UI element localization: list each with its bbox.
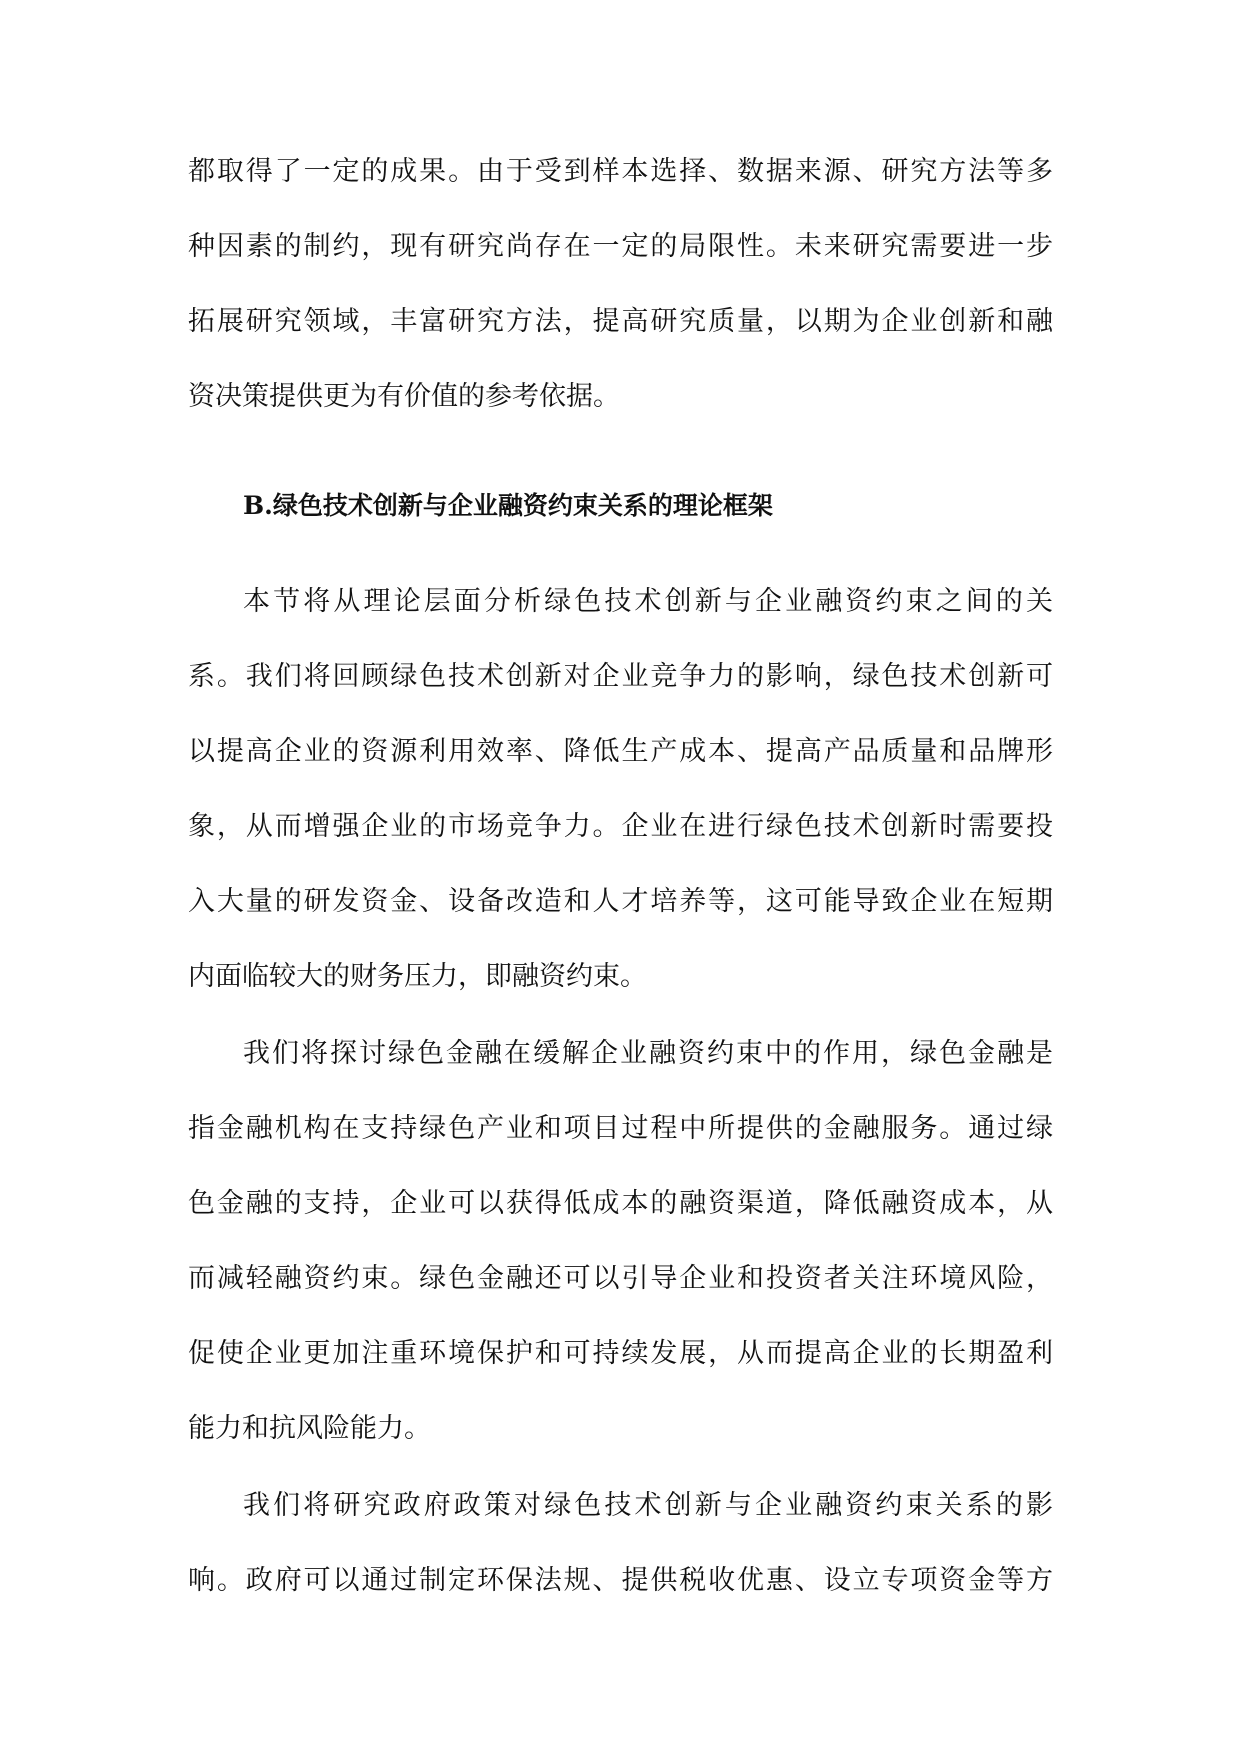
paragraph-line: 色金融的支持，企业可以获得低成本的融资渠道，降低融资成本，从	[188, 1187, 1053, 1219]
paragraph-line: 促使企业更加注重环境保护和可持续发展，从而提高企业的长期盈利	[188, 1337, 1053, 1369]
paragraph-line: 系。我们将回顾绿色技术创新对企业竞争力的影响，绿色技术创新可	[188, 660, 1053, 692]
paragraph-line: 响。政府可以通过制定环保法规、提供税收优惠、设立专项资金等方	[188, 1564, 1053, 1596]
section-heading: B.绿色技术创新与企业融资约束关系的理论框架	[243, 491, 773, 520]
paragraph-line: 入大量的研发资金、设备改造和人才培养等，这可能导致企业在短期	[188, 885, 1053, 917]
paragraph-line: 本节将从理论层面分析绿色技术创新与企业融资约束之间的关	[243, 585, 1053, 617]
paragraph-line: 而减轻融资约束。绿色金融还可以引导企业和投资者关注环境风险，	[188, 1262, 1053, 1294]
paragraph-line: 能力和抗风险能力。	[188, 1412, 431, 1444]
paragraph-line: 资决策提供更为有价值的参考依据。	[188, 381, 620, 412]
paragraph-line: 我们将研究政府政策对绿色技术创新与企业融资约束关系的影	[243, 1489, 1053, 1521]
paragraph-government-policy	[188, 1468, 1053, 1618]
paragraph-line: 以提高企业的资源利用效率、降低生产成本、提高产品质量和品牌形	[188, 735, 1053, 767]
paragraph-green-finance	[188, 1016, 1053, 1466]
paragraph-theory	[188, 564, 1053, 1014]
paragraph-line: 象，从而增强企业的市场竞争力。企业在进行绿色技术创新时需要投	[188, 810, 1053, 842]
document-page	[188, 134, 1053, 1618]
paragraph-line: 内面临较大的财务压力，即融资约束。	[188, 960, 647, 992]
paragraph-line: 我们将探讨绿色金融在缓解企业融资约束中的作用，绿色金融是	[243, 1037, 1053, 1069]
paragraph-line: 指金融机构在支持绿色产业和项目过程中所提供的金融服务。通过绿	[188, 1112, 1053, 1144]
paragraph-line: 种因素的制约，现有研究尚存在一定的局限性。未来研究需要进一步	[188, 231, 1053, 262]
paragraph-line: 拓展研究领域，丰富研究方法，提高研究质量，以期为企业创新和融	[188, 306, 1053, 337]
paragraph-continued	[188, 134, 1053, 434]
paragraph-line: 都取得了一定的成果。由于受到样本选择、数据来源、研究方法等多	[188, 156, 1053, 187]
